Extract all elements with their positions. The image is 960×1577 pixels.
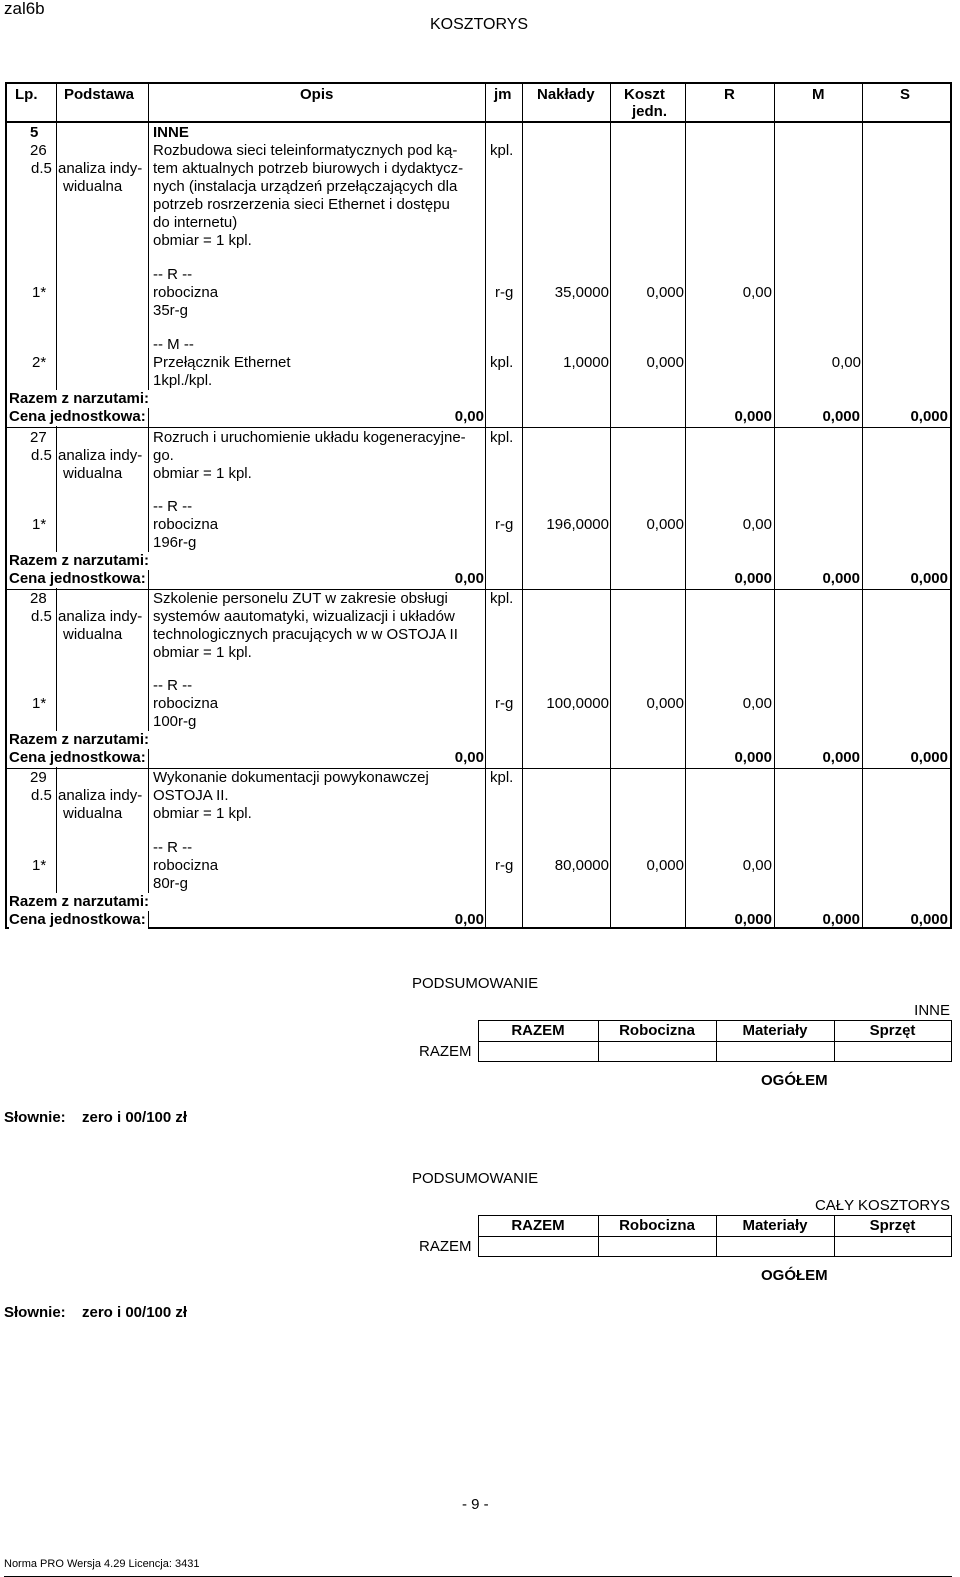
summary-col-robocizna: Robocizna: [619, 1217, 695, 1234]
resource-name: robocizna: [153, 284, 219, 301]
item-basis-type-cont: widualna: [63, 805, 123, 822]
resource-unit: r-g: [495, 284, 514, 301]
razem-z-narzutami: Razem z narzutami:: [9, 731, 150, 748]
resource-quantity: 35,0000: [554, 284, 609, 301]
cena-r: 0,000: [734, 749, 772, 766]
resource-name: robocizna: [153, 516, 219, 533]
resource-unit: r-g: [495, 516, 514, 533]
col-sep-opis: [485, 82, 486, 927]
resource-value-r: 0,00: [742, 516, 772, 533]
resource-type: -- R --: [153, 677, 193, 694]
resource-number: 2*: [32, 354, 47, 371]
resource-number: 1*: [32, 857, 47, 874]
resource-name: robocizna: [153, 857, 219, 874]
summary-col-robocizna: Robocizna: [619, 1022, 695, 1039]
item-basis-type-cont: widualna: [63, 178, 123, 195]
item-number: 28: [30, 590, 47, 607]
cena-jednostkowa-label: Cena jednostkowa:: [9, 911, 146, 928]
resource-name: robocizna: [153, 695, 219, 712]
resource-quantity: 196,0000: [546, 516, 609, 533]
resource-value-r: 0,00: [742, 857, 772, 874]
cena-r: 0,000: [734, 408, 772, 425]
item-description-line: obmiar = 1 kpl.: [153, 644, 252, 661]
summary-title: PODSUMOWANIE: [412, 975, 539, 992]
col-sep-r: [774, 82, 775, 927]
summary-vline: [951, 1215, 952, 1256]
item-description-line: go.: [153, 447, 174, 464]
cena-m: 0,000: [822, 911, 860, 928]
col-sep-m: [862, 82, 863, 927]
item-separator: [5, 768, 951, 769]
item-description-line: potrzeb rosrzerzenia sieci Ethernet i dostępu: [153, 196, 450, 213]
col-header-koszt: Koszt: [624, 86, 665, 103]
item-unit: kpl.: [490, 142, 514, 159]
cena-jednostkowa-label: Cena jednostkowa:: [9, 408, 146, 425]
cena-r: 0,000: [734, 911, 772, 928]
resource-quantity: 80,0000: [554, 857, 609, 874]
footer-license: Norma PRO Wersja 4.29 Licencja: 3431: [4, 1558, 200, 1570]
page-title: KOSZTORYS: [430, 16, 529, 33]
cena-jednostkowa-value: 0,00: [454, 570, 484, 587]
col-sep-lp: [56, 82, 57, 927]
item-basis-type: analiza indy-: [58, 447, 143, 464]
resource-type: -- R --: [153, 839, 193, 856]
col-header-naklady: Nakłady: [537, 86, 595, 103]
amount-in-words: zero i 00/100 zł: [82, 1304, 188, 1321]
summary-col-razem: RAZEM: [511, 1022, 565, 1039]
amount-in-words: zero i 00/100 zł: [82, 1109, 188, 1126]
summary-line: [478, 1236, 952, 1237]
resource-type: -- M --: [153, 336, 194, 353]
resource-unit-price: 0,000: [646, 284, 684, 301]
col-header-jm: jm: [494, 86, 512, 103]
item-description-line: systemów aautomatyki, wizualizacji i układów: [153, 608, 455, 625]
summary-vline: [951, 1020, 952, 1061]
cena-m: 0,000: [822, 570, 860, 587]
item-basis-code: d.5: [31, 787, 52, 804]
amount-in-words-label: Słownie:: [4, 1304, 66, 1321]
razem-z-narzutami: Razem z narzutami:: [9, 552, 150, 569]
summary-total: OGÓŁEM: [761, 1072, 828, 1089]
item-basis-type: analiza indy-: [58, 160, 143, 177]
col-header-lp: Lp.: [15, 86, 38, 103]
col-sep-podstawa: [148, 82, 149, 927]
summary-row-label: RAZEM: [419, 1043, 472, 1060]
cena-jednostkowa-value: 0,00: [454, 911, 484, 928]
item-basis-code: d.5: [31, 608, 52, 625]
item-description-line: Rozruch i uruchomienie układu kogeneracyjne-: [153, 429, 466, 446]
summary-col-materialy: Materiały: [742, 1217, 808, 1234]
file-name: zal6b: [4, 0, 45, 18]
razem-z-narzutami: Razem z narzutami:: [9, 893, 150, 910]
col-header-s: S: [900, 86, 911, 103]
page-number: - 9 -: [462, 1496, 489, 1513]
col-sep-naklady: [610, 82, 611, 927]
summary-col-razem: RAZEM: [511, 1217, 565, 1234]
item-basis-type-cont: widualna: [63, 626, 123, 643]
resource-unit: r-g: [495, 695, 514, 712]
cena-r: 0,000: [734, 570, 772, 587]
resource-unit-price: 0,000: [646, 354, 684, 371]
resource-value-m: 0,00: [831, 354, 861, 371]
resource-unit-price: 0,000: [646, 516, 684, 533]
col-header-podstawa: Podstawa: [64, 86, 135, 103]
resource-value-r: 0,00: [742, 695, 772, 712]
cena-s: 0,000: [910, 570, 948, 587]
resource-type: -- R --: [153, 266, 193, 283]
item-number: 26: [30, 142, 47, 159]
item-number: 29: [30, 769, 47, 786]
resource-type: -- R --: [153, 498, 193, 515]
item-description-line: Szkolenie personelu ZUT w zakresie obsługi: [153, 590, 448, 607]
cena-s: 0,000: [910, 911, 948, 928]
razem-z-narzutami: Razem z narzutami:: [9, 390, 150, 407]
cena-jednostkowa-label: Cena jednostkowa:: [9, 749, 146, 766]
summary-line: [478, 1215, 952, 1216]
resource-number: 1*: [32, 284, 47, 301]
summary-col-sprzet: Sprzęt: [869, 1217, 916, 1234]
summary-line: [478, 1256, 952, 1257]
item-separator: [5, 427, 951, 428]
col-header-r: R: [724, 86, 735, 103]
item-description-line: technologicznych pracujących w w OSTOJA II: [153, 626, 458, 643]
item-unit: kpl.: [490, 769, 514, 786]
summary-title: PODSUMOWANIE: [412, 1170, 539, 1187]
resource-unit-price: 0,000: [646, 857, 684, 874]
cena-m: 0,000: [822, 408, 860, 425]
cena-jednostkowa-value: 0,00: [454, 749, 484, 766]
item-separator: [5, 589, 951, 590]
col-sep-jm: [522, 82, 523, 927]
summary-line: [478, 1041, 952, 1042]
resource-norm: 1kpl./kpl.: [153, 372, 213, 389]
summary-line: [478, 1061, 952, 1062]
item-description-line: Rozbudowa sieci teleinformatycznych pod ką-: [153, 142, 458, 159]
table-left-border: [5, 82, 7, 929]
summary-scope: INNE: [914, 1002, 950, 1019]
section-name: INNE: [153, 124, 189, 141]
resource-unit: kpl.: [490, 354, 514, 371]
item-description-line: Wykonanie dokumentacji powykonawczej: [153, 769, 429, 786]
resource-number: 1*: [32, 516, 47, 533]
item-basis-type: analiza indy-: [58, 787, 143, 804]
amount-in-words-label: Słownie:: [4, 1109, 66, 1126]
summary-row-label: RAZEM: [419, 1238, 472, 1255]
item-unit: kpl.: [490, 590, 514, 607]
item-description-line: obmiar = 1 kpl.: [153, 805, 252, 822]
section-number: 5: [30, 124, 39, 141]
resource-norm: 35r-g: [153, 302, 189, 319]
summary-line: [478, 1020, 952, 1021]
item-description-line: OSTOJA II.: [153, 787, 229, 804]
item-description-line: tem aktualnych potrzeb biurowych i dydaktycz-: [153, 160, 464, 177]
item-description-line: nych (instalacja urządzeń przełączających dla: [153, 178, 458, 195]
resource-unit: r-g: [495, 857, 514, 874]
item-basis-type: analiza indy-: [58, 608, 143, 625]
resource-norm: 100r-g: [153, 713, 197, 730]
resource-unit-price: 0,000: [646, 695, 684, 712]
item-basis-type-cont: widualna: [63, 465, 123, 482]
cena-jednostkowa-value: 0,00: [454, 408, 484, 425]
summary-col-materialy: Materiały: [742, 1022, 808, 1039]
col-header-m: M: [812, 86, 825, 103]
item-description-line: obmiar = 1 kpl.: [153, 465, 252, 482]
resource-quantity: 100,0000: [546, 695, 609, 712]
resource-value-r: 0,00: [742, 284, 772, 301]
cena-m: 0,000: [822, 749, 860, 766]
resource-name: Przełącznik Ethernet: [153, 354, 291, 371]
summary-total: OGÓŁEM: [761, 1267, 828, 1284]
cena-s: 0,000: [910, 749, 948, 766]
resource-norm: 80r-g: [153, 875, 189, 892]
resource-norm: 196r-g: [153, 534, 197, 551]
resource-quantity: 1,0000: [563, 354, 609, 371]
resource-number: 1*: [32, 695, 47, 712]
item-description-line: do internetu): [153, 214, 238, 231]
item-unit: kpl.: [490, 429, 514, 446]
table-right-border: [950, 82, 952, 929]
col-sep-koszt: [685, 82, 686, 927]
cena-s: 0,000: [910, 408, 948, 425]
item-description-line: obmiar = 1 kpl.: [153, 232, 252, 249]
item-number: 27: [30, 429, 47, 446]
cena-jednostkowa-label: Cena jednostkowa:: [9, 570, 146, 587]
col-header-koszt-jedn: jedn.: [632, 103, 668, 120]
summary-scope: CAŁY KOSZTORYS: [814, 1197, 950, 1214]
item-basis-code: d.5: [31, 160, 52, 177]
summary-col-sprzet: Sprzęt: [869, 1022, 916, 1039]
col-header-opis: Opis: [300, 86, 334, 103]
item-basis-code: d.5: [31, 447, 52, 464]
